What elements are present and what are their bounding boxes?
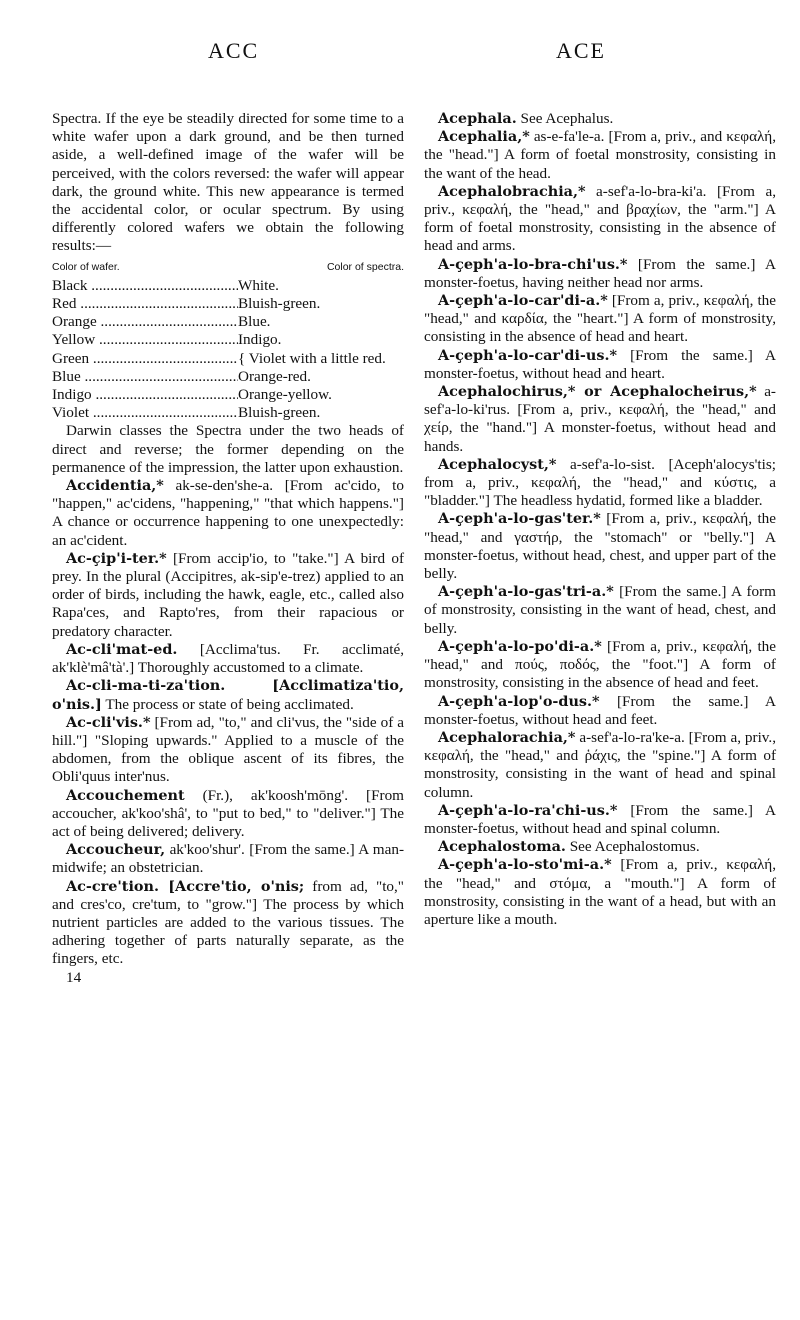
entry-text: [From a, priv., κεφαλή, the "head," and καρδία, the "heart."] A form of monstrosity, consisting in the absence of head and heart. <box>424 292 776 346</box>
entry-text: a-sef'a-lo-bra-ki'a. [From a, priv., κεφαλή, the "head," and βραχίων, the "arm."] A form of foetal monstrosity, consisting in the absence of head and arms. <box>424 182 776 255</box>
table-row: Red ..... Bluish-green. <box>52 295 404 313</box>
entry-headword: A-çeph'a-lo-car'di-a.* <box>438 292 608 310</box>
entry-text: a-sef'a-lo-ra'ke-a. [From a, priv., κεφαλή, the "head," and ῥάχις, the "spine."] A form of monstrosity, consisting in the want of head and spinal column. <box>424 728 776 801</box>
dictionary-entry <box>424 456 776 511</box>
dictionary-entry <box>52 641 404 677</box>
entry-text: [From accip'io, to "take."] A bird of prey. In the plural (Accipitres, ak-sip'e-trez) applied to an order of birds, including the hawk, eagle, etc., called also Rapa'ces, and Rapto'res, from their rapacious or predatory character. <box>52 549 405 640</box>
entry-text: See Acephalus. <box>520 110 614 127</box>
entry-headword: Acephalobrachia,* <box>438 182 586 200</box>
dictionary-entry <box>424 128 776 183</box>
dictionary-entry <box>424 729 776 802</box>
table-head-wafer: Color of wafer. <box>52 260 120 273</box>
entry-headword: Accidentia,* <box>66 477 164 495</box>
entry-text: ak'koo'shur'. [From the same.] A man-midwife; an obstetrician. <box>52 841 405 877</box>
entry-text: [From a, priv., κεφαλή, the "head," and στόμα, a "mouth."] A form of monstrosity, consisting in the want of a head, but with an aperture like a mouth. <box>424 856 776 928</box>
entry-headword: Ac-cre'tion. [Accre'tio, o'nis; <box>66 877 305 895</box>
entry-text: [From the same.] A monster-foetus, having neither head nor arms. <box>424 255 776 291</box>
entry-headword: A-çeph'a-lo-ra'chi-us.* <box>438 801 618 819</box>
entry-headword: Acephalia,* <box>438 128 530 146</box>
entry-text: [From a, priv., κεφαλή, the "head," and πούς, ποδός, the "foot."] A form of monstrosity, consisting in the absence of head and feet. <box>424 637 776 692</box>
entry-text: The process or state of being acclimated. <box>105 695 354 713</box>
entry-text: [From ad, "to," and cli'vus, the "side of a hill."] "Sloping upwards." Applied to a muscle of the abdomen, from the oblique ascent of its fibres, the Obli'quus inter'nus. <box>52 713 405 786</box>
entry-headword: Acephalorachia,* <box>438 728 576 746</box>
dictionary-entry <box>424 856 776 929</box>
darwin-note: Darwin classes the Spectra under the two heads of direct and reverse; the former depending on the permanence of the impression, the latter upon exhaustion. <box>52 422 404 476</box>
table-row: Violet ..... Bluish-green. <box>52 404 404 422</box>
entry-text: [From the same.] A monster-foetus, without head and heart. <box>424 346 777 382</box>
entry-headword: Accouchement <box>66 786 185 804</box>
entry-text: ak-se-den'she-a. [From ac'cido, to "happen," ac'cidens, "happening," "that which happens."] A chance or occurrence happening to one unexpectedly: an ac'cident. <box>52 477 404 549</box>
header-right-guideword: ACE <box>556 38 606 63</box>
entry-headword: A-çeph'a-lop'o-dus.* <box>438 692 600 710</box>
page-number: 14 <box>66 968 82 986</box>
table-row: Black ..... White. <box>52 277 404 295</box>
entry-headword: Ac-cli'vis.* <box>66 713 151 731</box>
dictionary-entry <box>424 183 776 256</box>
entry-text: [From the same.] A monster-foetus, without head and spinal column. <box>424 801 776 837</box>
entry-text: [From the same.] A form of monstrosity, consisting in the want of head, chest, and belly. <box>424 583 776 637</box>
entry-headword: Ac-cli-ma-ti-za'tion. [Acclimatiza'tio, o'nis.] <box>52 677 404 713</box>
entry-text: a-sef'a-lo-ki'rus. [From a, priv., κεφαλή, the "head," and χείρ, the "hand."] A monster-foetus, without head and hands. <box>424 383 776 455</box>
entry-headword: Acephalostoma. <box>438 838 566 856</box>
table-row: Yellow ..... Indigo. <box>52 331 404 349</box>
entry-headword: Ac-çip'i-ter.* <box>66 549 167 567</box>
dictionary-entry <box>52 878 404 969</box>
color-table <box>52 277 404 423</box>
dictionary-entry <box>52 714 404 787</box>
entry-headword: A-çeph'a-lo-gas'ter.* <box>438 510 601 528</box>
dictionary-entry <box>52 787 404 842</box>
dictionary-entry <box>424 693 776 729</box>
left-column <box>52 110 404 987</box>
dictionary-entry <box>424 256 776 292</box>
entry-headword: Accoucheur, <box>66 841 166 859</box>
dictionary-entry <box>424 110 776 128</box>
entry-text: from ad, "to," and cres'co, cre'tum, to "grow."] The process by which nutrient particles are added to the various tissues. The adhering together of parts naturally separate, as the fingers, etc. <box>52 877 405 968</box>
dictionary-entry <box>52 477 404 550</box>
entry-headword: Ac-cli'mat-ed. <box>66 640 178 658</box>
dictionary-entry <box>424 638 776 693</box>
entry-headword: A-çeph'a-lo-gas'tri-a.* <box>438 583 614 601</box>
dictionary-entry <box>52 550 404 641</box>
table-row: Indigo ..... Orange-yellow. <box>52 386 404 404</box>
entry-headword: A-çeph'a-lo-po'di-a.* <box>438 637 602 655</box>
header-left-guideword: ACC <box>208 38 260 63</box>
entry-text: (Fr.), ak'koosh'mōng'. [From accoucher, ak'koo'shâ', to "put to bed," to "deliver."] The act of being delivered; delivery. <box>52 786 404 840</box>
spectra-intro: Spectra. If the eye be steadily directed for some time to a white wafer upon a dark ground, and be then turned aside, a well-defined image of the wafer will be perceived, with the colors reversed: the wafer will appear dark, the ground white. This new appearance is termed the accidental color, or ocular spectrum. By using differently colored wafers we obtain the following results:— <box>52 110 404 255</box>
dictionary-entry <box>424 347 776 383</box>
entry-headword: Acephala. <box>438 110 517 127</box>
entry-text: See Acephalostomus. <box>569 838 700 856</box>
dictionary-entry <box>424 838 776 856</box>
dictionary-entry <box>424 583 776 638</box>
table-row: Orange ..... Blue. <box>52 313 404 331</box>
entry-headword: A-çeph'a-lo-car'di-us.* <box>438 346 617 364</box>
table-row: Blue ..... Orange-red. <box>52 368 404 386</box>
dictionary-entry <box>424 510 776 583</box>
entry-headword: A-çeph'a-lo-bra-chi'us.* <box>438 255 628 273</box>
entry-text: as-e-fa'le-a. [From a, priv., and κεφαλή, the "head."] A form of foetal monstrosity, consisting in the want of the head. <box>424 128 777 182</box>
entry-text: [From the same.] A monster-foetus, without head and feet. <box>424 692 777 728</box>
running-header <box>0 32 800 72</box>
entry-headword: Acephalocyst,* <box>438 455 557 473</box>
dictionary-entry <box>424 802 776 838</box>
entry-text: [Acclima'tus. Fr. acclimaté, ak'klè'mâ'tà'.] Thoroughly accustomed to a climate. <box>52 640 404 677</box>
entry-text: [From a, priv., κεφαλή, the "head," and γαστήρ, the "stomach" or "belly."] A monster-foetus, without head, chest, and upper part of the belly. <box>424 510 777 583</box>
dictionary-entry <box>52 841 404 877</box>
right-column <box>424 110 776 929</box>
dictionary-entry <box>52 677 404 713</box>
entry-text: a-sef'a-lo-sist. [Aceph'alocys'tis; from a, priv., κεφαλή, the "head," and κύστις, a "bladder."] The headless hydatid, formed like a bladder. <box>424 455 776 510</box>
dictionary-entry <box>424 383 776 456</box>
table-head-spectra: Color of spectra. <box>326 260 404 273</box>
table-row: Green ..... { Violet with a little red. <box>52 350 404 368</box>
entry-headword: A-çeph'a-lo-sto'mi-a.* <box>438 856 612 874</box>
entry-headword: Acephalochirus,* or Acephalocheirus,* <box>438 383 757 401</box>
color-table-header <box>52 258 404 276</box>
dictionary-entry <box>424 292 776 347</box>
